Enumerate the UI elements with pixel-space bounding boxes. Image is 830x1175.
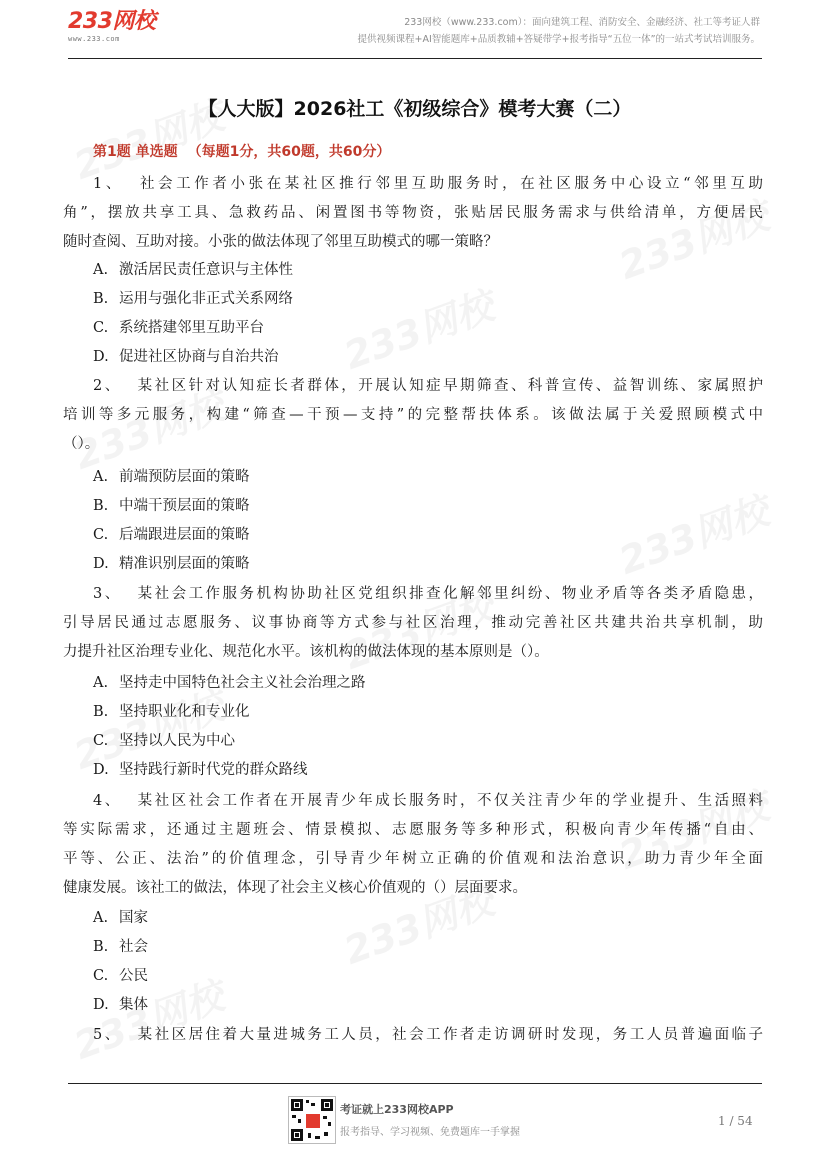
- section-note: （每题1分，共60题，共60分）: [187, 144, 391, 160]
- page-header: [0, 0, 830, 60]
- footer-divider: [68, 1083, 762, 1084]
- option-d[interactable]: D. 坚持践行新时代党的群众路线: [93, 762, 308, 778]
- question-number: 2、: [93, 378, 122, 394]
- question-1: [63, 170, 763, 257]
- question-line: 1、 社会工作者小张在某社区推行邻里互助服务时，在社区服务中心设立“邻里互助: [93, 176, 763, 192]
- question-number: 3、: [93, 586, 122, 602]
- question-line: 力提升社区治理专业化、规范化水平。该机构的做法体现的基本原则是（）。: [63, 644, 549, 660]
- question-line: 随时查阅、互助对接。小张的做法体现了邻里互助模式的哪一策略？: [63, 234, 498, 250]
- option-c[interactable]: C. 系统搭建邻里互助平台: [93, 320, 264, 336]
- question-5: [63, 1021, 763, 1050]
- question-line: 角”，摆放共享工具、急救药品、闲置图书等物资，张贴居民服务需求与供给清单，方便居民: [63, 205, 763, 221]
- question-line: （）。: [63, 436, 100, 452]
- watermark: [610, 480, 775, 585]
- question-line: 健康发展。该社工的做法，体现了社会主义核心价值观的（）层面要求。: [63, 880, 527, 896]
- question-line: 培训等多元服务，构建“筛查—干预—支持”的完整帮扶体系。该做法属于关爱照顾模式中: [63, 407, 763, 423]
- option-b[interactable]: B. 坚持职业化和专业化: [93, 704, 250, 720]
- option-c[interactable]: C. 坚持以人民为中心: [93, 733, 235, 749]
- qr-code-icon[interactable]: [288, 1096, 336, 1144]
- question-3: [63, 580, 763, 667]
- header-divider: [68, 58, 762, 59]
- question-line: 等实际需求，还通过主题班会、情景模拟、志愿服务等多种形式，积极向青少年传播“自由、: [63, 822, 763, 838]
- section-label: 第1题 单选题: [93, 144, 178, 160]
- option-d[interactable]: D. 精准识别层面的策略: [93, 556, 250, 572]
- logo-text: 233网校: [68, 9, 156, 34]
- option-a[interactable]: A. 坚持走中国特色社会主义社会治理之路: [93, 675, 366, 691]
- app-promo-title: 考证就上233网校APP: [340, 1103, 454, 1116]
- option-b[interactable]: B. 中端干预层面的策略: [93, 498, 250, 514]
- question-line: 平等、公正、法治”的价值理念，引导青少年树立正确的价值观和法治意识，助力青少年全面: [63, 851, 763, 867]
- header-line-1: 233网校（www.233.com）：面向建筑工程、消防安全、金融经济、社工等考证人群: [404, 17, 760, 28]
- question-number: 5、: [93, 1027, 122, 1043]
- question-line: 引导居民通过志愿服务、议事协商等方式参与社区治理，推动完善社区共建共治共享机制，助: [63, 615, 763, 631]
- option-a[interactable]: A. 激活居民责任意识与主体性: [93, 262, 293, 278]
- question-line: 5、 某社区居住着大量进城务工人员，社会工作者走访调研时发现，务工人员普遍面临子: [93, 1027, 763, 1043]
- option-d[interactable]: D. 促进社区协商与自治共治: [93, 349, 279, 365]
- question-number: 1、: [93, 176, 124, 192]
- header-line-2: 提供视频课程+AI智能题库+品质教辅+答疑带学+报考指导“五位一体”的一站式考试培训服务。: [357, 34, 760, 45]
- question-line: 3、 某社会工作服务机构协助社区党组织排查化解邻里纠纷、物业矛盾等各类矛盾隐患，: [93, 586, 763, 602]
- question-2: [63, 372, 763, 459]
- document-title: 【人大版】2026社工《初级综合》模考大赛（二）: [198, 98, 632, 120]
- brand-logo[interactable]: [68, 10, 155, 43]
- watermark: [335, 275, 500, 380]
- option-c[interactable]: C. 后端跟进层面的策略: [93, 527, 250, 543]
- page-indicator: 1 / 54: [718, 1114, 753, 1128]
- question-line: 4、 某社区社会工作者在开展青少年成长服务时，不仅关注青少年的学业提升、生活照料: [93, 793, 763, 809]
- app-promo-subtitle: 报考指导、学习视频、免费题库一手掌握: [340, 1127, 520, 1138]
- question-line: 2、 某社区针对认知症长者群体，开展认知症早期筛查、科普宣传、益智训练、家属照护: [93, 378, 763, 394]
- question-4: [63, 787, 763, 903]
- option-a[interactable]: A. 国家: [93, 910, 148, 926]
- option-d[interactable]: D. 集体: [93, 997, 148, 1013]
- logo-url: www.233.com: [68, 35, 120, 43]
- option-c[interactable]: C. 公民: [93, 968, 148, 984]
- option-a[interactable]: A. 前端预防层面的策略: [93, 469, 250, 485]
- option-b[interactable]: B. 运用与强化非正式关系网络: [93, 291, 293, 307]
- option-b[interactable]: B. 社会: [93, 939, 148, 955]
- header-description: [358, 14, 761, 48]
- section-heading: [93, 141, 390, 161]
- question-number: 4、: [93, 793, 122, 809]
